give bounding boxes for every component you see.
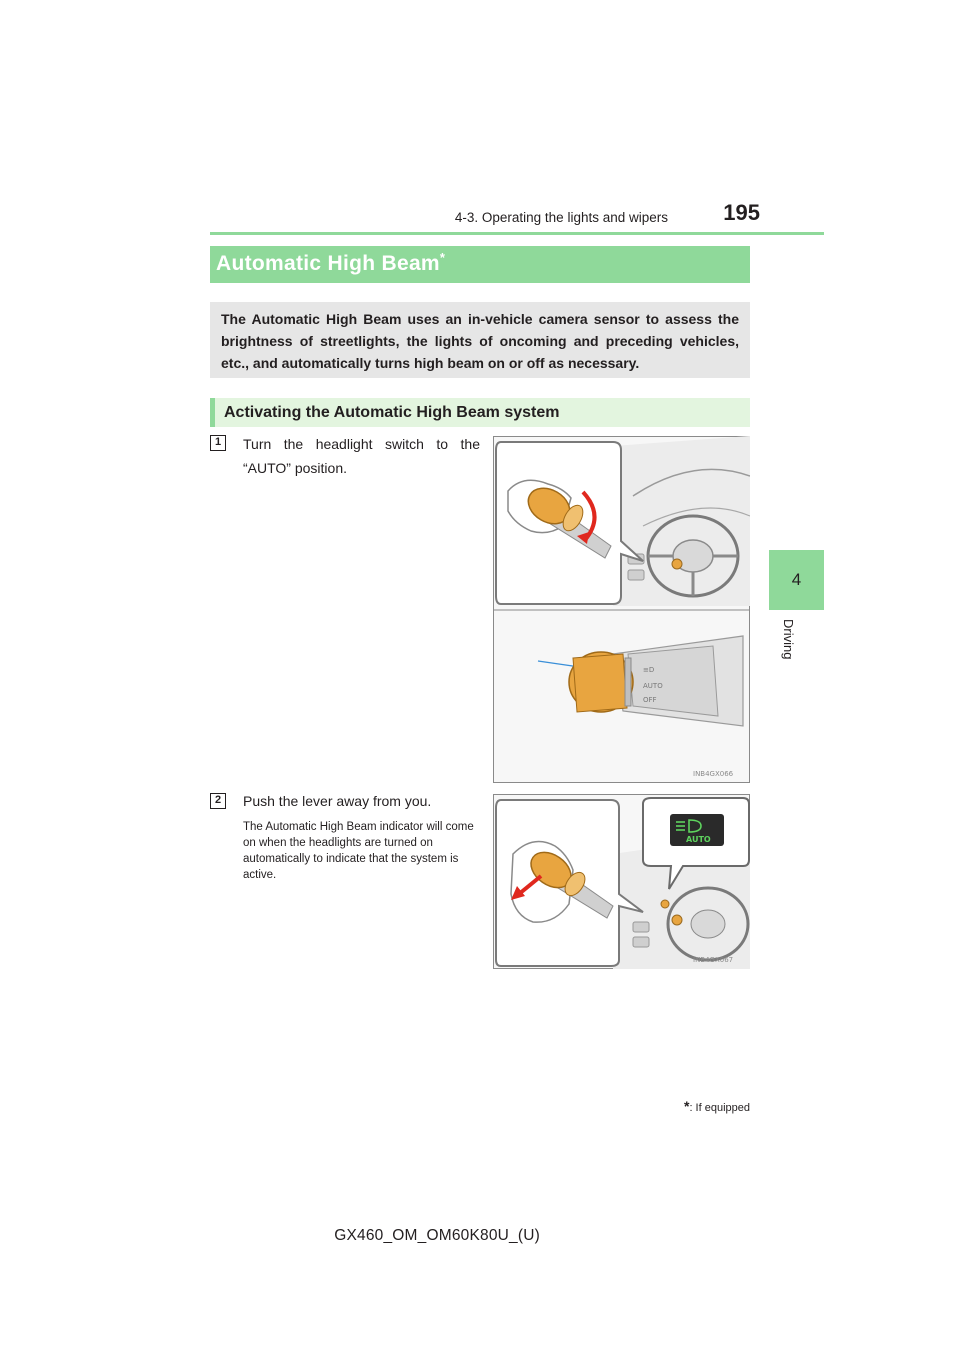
svg-text:OFF: OFF: [643, 696, 657, 704]
push-lever-illustration: [493, 794, 750, 969]
section-heading-accent: [210, 398, 215, 427]
running-header-section: 4-3. Operating the lights and wipers: [454, 210, 668, 225]
step-2-text: Push the lever away from you.: [243, 793, 432, 809]
title-footnote-marker: *: [439, 250, 446, 265]
footnote: [560, 1098, 750, 1114]
chapter-label-container: [770, 619, 820, 679]
footnote-text: : If equipped: [689, 1102, 750, 1114]
chapter-label: Driving: [781, 619, 796, 660]
page-title-text: Automatic High Beam: [216, 252, 440, 275]
page-number: 195: [723, 200, 760, 225]
section-heading: Activating the Automatic High Beam system: [224, 404, 560, 421]
headlight-switch-illustration: [493, 436, 750, 783]
footnote-marker: *: [683, 1098, 690, 1114]
svg-text:AUTO: AUTO: [643, 682, 663, 690]
step-1-text: Turn the headlight switch to the “AUTO” position.: [243, 436, 480, 476]
chapter-number: 4: [791, 570, 802, 589]
figure-2-code: INB4GX067: [693, 956, 734, 964]
auto-indicator-label: AUTO: [686, 835, 711, 844]
svg-text:≡D: ≡D: [643, 666, 655, 674]
step-2-note: The Automatic High Beam indicator will come on when the headlights are turned on automatically to indicate that the system is active.: [243, 821, 474, 881]
figure-1-code: INB4GX066: [693, 770, 734, 778]
header-rule: [210, 232, 824, 235]
step-1-badge: 1: [210, 435, 226, 451]
intro-box: The Automatic High Beam uses an in-vehicle camera sensor to assess the brightness of streetlights, the lights of oncoming and preceding vehicles, etc., and automatically turns high beam on or off as necessary.: [210, 302, 750, 378]
step-2-badge: 2: [210, 793, 226, 809]
footer-doc-code: GX460_OM_OM60K80U_(U): [334, 1227, 540, 1244]
page-title: [216, 252, 445, 276]
